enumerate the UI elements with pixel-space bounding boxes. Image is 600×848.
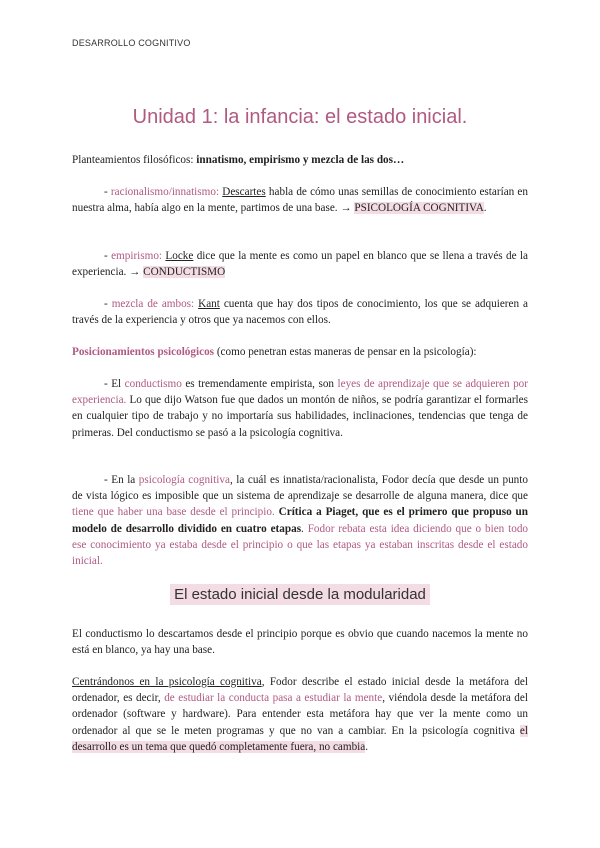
dash: - — [104, 298, 112, 310]
section-heading-text: El estado inicial desde la modularidad — [170, 584, 430, 605]
term-learning-laws: leyes de aprendizaje que se adquieren por experiencia. — [72, 378, 528, 407]
dash: - — [104, 250, 112, 262]
paragraph-cognitive — [72, 472, 528, 569]
paragraph-mixture — [72, 296, 528, 328]
text-a: - El — [104, 378, 125, 390]
paragraph-behaviorism — [72, 376, 528, 441]
text-development-out: el desarrollo es un tema que quedó completamente fuera, no cambia — [72, 724, 528, 753]
text-piaget-critique: Crítica a Piaget, que es el primero que propuso un modelo de desarrollo dividido en cuatro etapas — [72, 506, 529, 535]
paragraph-behaviorism-discarded: El conductismo lo descartamos desde el principio porque es obvio que cuando nacemos la mente no está en blanco, ya hay una base. — [72, 628, 528, 657]
tag-behaviorism: CONDUCTISMO — [143, 266, 226, 279]
paragraph-empiricism — [72, 248, 528, 280]
text-fodor-rebuttal: Fodor rebata esta idea diciendo que o bien todo ese conocimiento ya estaba desde el principio o que las etapas ya estaban inscritas desde el estado inicial. — [72, 522, 529, 568]
name-kant: Kant — [198, 298, 220, 310]
term-behaviorism: conductismo — [124, 378, 182, 390]
term-empiricism: empirismo: — [111, 250, 163, 262]
text: dice que la mente es como un papel en blanco que se llena a través de la experiencia. → — [72, 250, 528, 279]
text-e: Lo que dijo Watson fue que dados un montón de niños, se podría garantizar el formarles en cualquier tipo de trabajo y no importaría sus habilidades, inclinaciones, tendencias que tenga de primeras. Del conductismo se pasó a la psicología cognitiva. — [72, 394, 528, 439]
text-c: , la cuál es innatista/racionalista, Fodor decía que desde un punto de vista lógico es imposible que un sistema de aprendizaje se desarrolle de alguna manera, dice que — [72, 474, 528, 503]
tag-cognitive-psychology: PSICOLOGÍA COGNITIVA — [354, 202, 484, 215]
text-f: . — [365, 740, 369, 753]
text-bold: innatismo, empirismo y mezcla de las dos… — [196, 154, 405, 166]
text-mind-study: de estudiar la conducta pasa a estudiar la mente — [164, 692, 383, 705]
text-b: , Fodor describe el estado inicial desde la metáfora del ordenador, es decir, — [72, 676, 528, 705]
paragraph-psychological — [72, 344, 528, 360]
text-end: . — [483, 202, 487, 215]
term-cognitive-psychology: psicología cognitiva — [138, 474, 230, 486]
page-header: DESARROLLO COGNITIVO — [72, 38, 191, 48]
dash: - — [104, 186, 111, 198]
text-a: - En la — [104, 474, 139, 486]
paragraph-computer-metaphor — [72, 674, 528, 755]
name-descartes: Descartes — [222, 186, 266, 198]
text-c: es tremendamente empirista, son — [181, 378, 338, 390]
name-locke: Locke — [165, 250, 194, 262]
text-d: , viéndola desde la metáfora del ordenador (software y hardware). Para entender esta metáfora hay que ver la mente como un ordenador al que se le meten programas y que no van a cambiar. En la psicología cognitiva — [72, 692, 528, 737]
term-rationalism: racionalismo/innatismo: — [110, 186, 220, 198]
paragraph-philosophical — [72, 152, 528, 168]
section-heading — [0, 586, 600, 604]
term-mixture: mezcla de ambos: — [111, 298, 195, 310]
term-base: tiene que haber una base desde el principio. — [72, 506, 275, 519]
paragraph-rationalism — [72, 184, 528, 216]
text-g: . — [301, 522, 308, 535]
term-psychological-positions: Posicionamientos psicológicos — [72, 346, 215, 358]
text: habla de cómo unas semillas de conocimiento estarían en nuestra alma, había algo en la mente, partimos de una base. → — [72, 186, 528, 215]
text-focus: Centrándonos en la psicología cognitiva — [72, 676, 262, 688]
text-lead: Planteamientos filosóficos: — [72, 154, 197, 166]
page-title: Unidad 1: la infancia: el estado inicial. — [132, 106, 468, 128]
text: (como penetran estas maneras de pensar en la psicología): — [214, 346, 477, 358]
text: cuenta que hay dos tipos de conocimiento, los que se adquieren a través de la experiencia y otros que ya nacemos con ellos. — [72, 298, 528, 327]
